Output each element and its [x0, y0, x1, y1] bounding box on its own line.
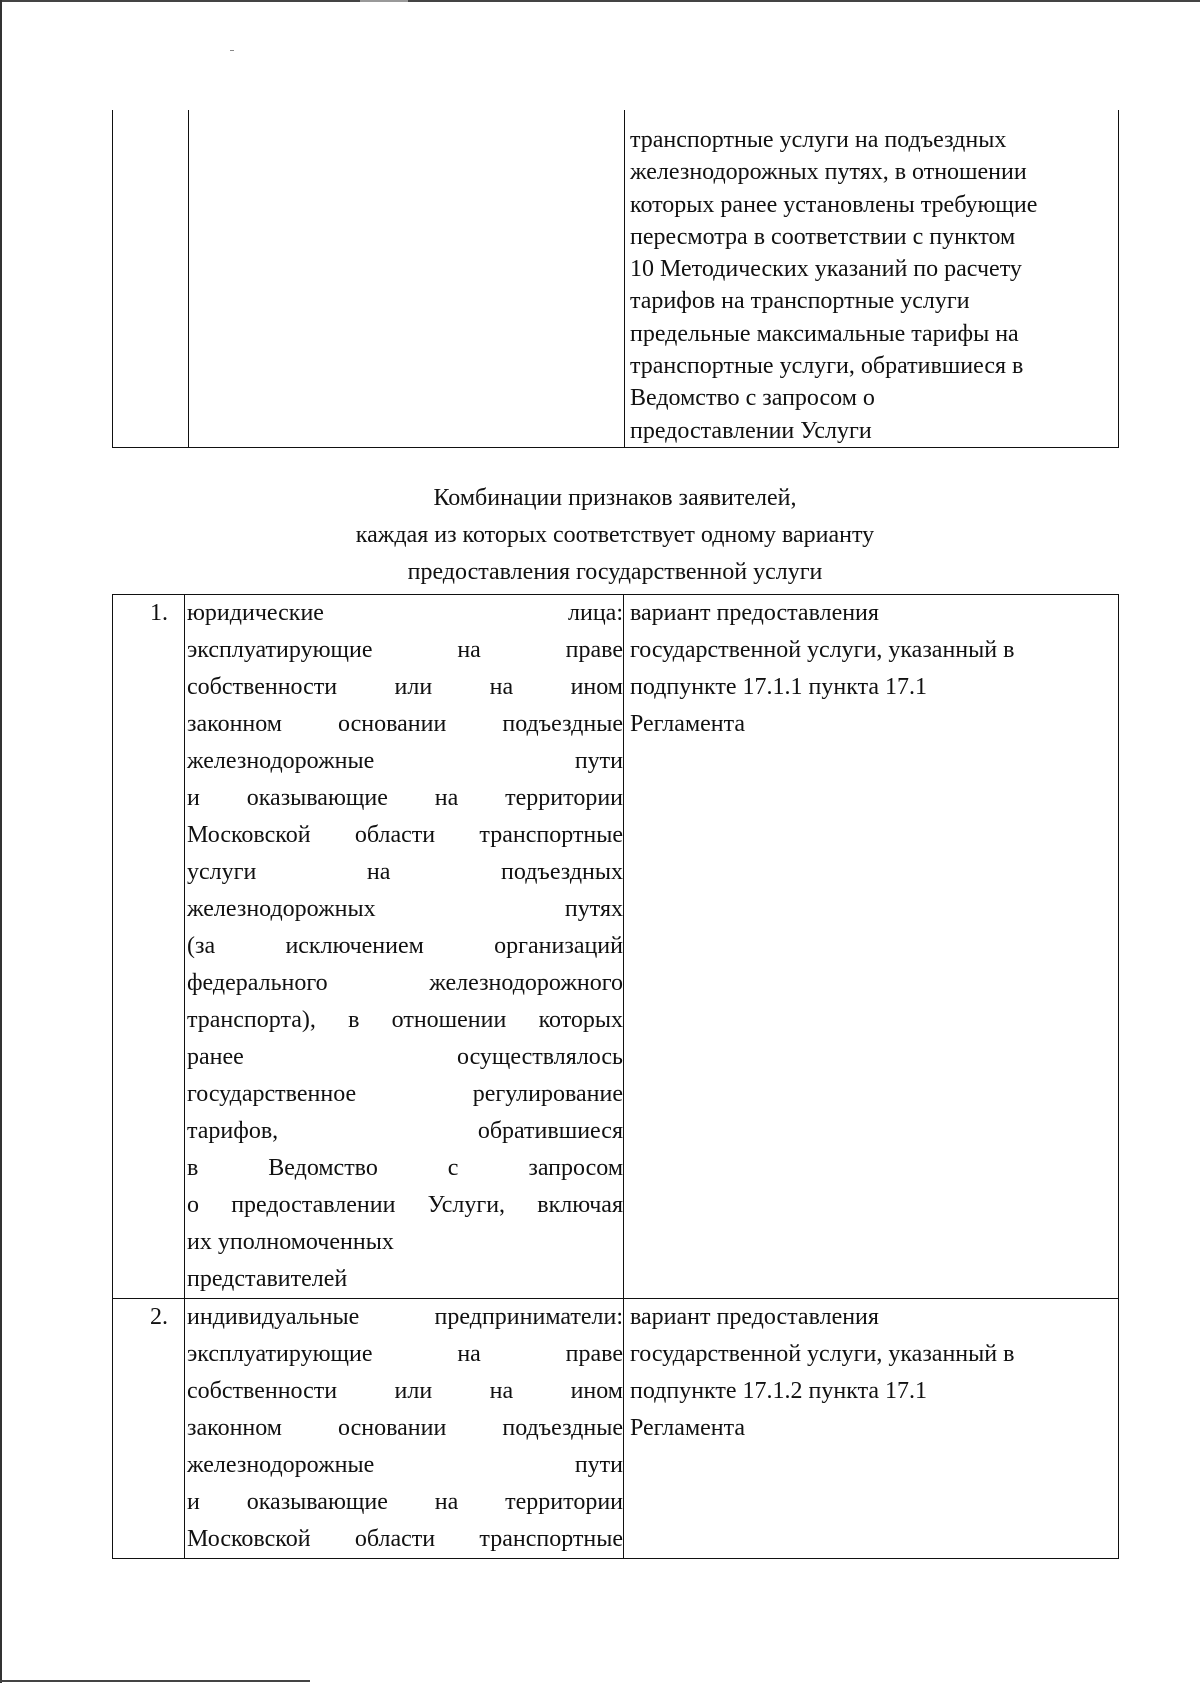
heading-line: предоставления государственной услуги — [407, 559, 823, 585]
service-variant — [624, 595, 1119, 1299]
table-row — [113, 1299, 1119, 1559]
variant-line: государственной услуги, указанный в — [630, 1341, 1015, 1367]
continued-row — [113, 110, 1119, 447]
cell-line: транспортные услуги на подъездных — [630, 127, 1007, 153]
cell-line: предоставлении Услуги — [630, 417, 872, 444]
cell-line: тарифов на транспортные услуги — [630, 288, 970, 315]
section-heading — [112, 480, 1118, 591]
scan-edge-bottom — [0, 1680, 310, 1682]
description-line: тарифов, обратившиеся — [187, 1118, 623, 1144]
service-variant — [624, 1299, 1119, 1559]
description-line: законном основании подъездные — [187, 1415, 623, 1441]
description-line: Московской области транспортные — [187, 822, 623, 848]
row-number: 1. — [113, 595, 185, 1299]
description-line: федерального железнодорожного — [187, 970, 623, 996]
cell-line: пересмотра в соответствии с пунктом — [630, 223, 1016, 250]
scan-speck — [230, 50, 234, 51]
heading-line: Комбинации признаков заявителей, — [433, 485, 797, 511]
description-line: (за исключением организаций — [187, 933, 623, 959]
scan-edge-top — [0, 0, 1200, 2]
variant-line: государственной услуги, указанный в — [630, 637, 1015, 663]
variant-line: вариант предоставления — [630, 600, 879, 626]
continued-number-cell — [113, 110, 189, 447]
continued-result-cell — [625, 110, 1119, 447]
description-line: законном основании подъездные — [187, 711, 623, 737]
variant-line: подпункте 17.1.1 пункта 17.1 — [630, 674, 927, 700]
cell-line: транспортные услуги, обратившиеся в — [630, 353, 1024, 380]
description-line: индивидуальные предприниматели: — [187, 1304, 623, 1330]
description-line: собственности или на ином — [187, 1378, 623, 1404]
description-line: железнодорожные пути — [187, 748, 623, 774]
cell-line: Ведомство с запросом о — [630, 385, 875, 412]
description-line: Московской области транспортные — [187, 1526, 623, 1552]
cell-line: железнодорожных путях, в отношении — [630, 159, 1027, 186]
description-line: представителей — [187, 1266, 348, 1292]
combinations-table — [112, 594, 1119, 1559]
variant-line: вариант предоставления — [630, 1304, 879, 1330]
table-row — [113, 595, 1119, 1299]
description-line: и оказывающие на территории — [187, 1489, 623, 1515]
variant-line: Регламента — [630, 1415, 746, 1441]
description-line: услуги на подъездных — [187, 859, 623, 885]
description-line: собственности или на ином — [187, 674, 623, 700]
description-line: юридические лица: — [187, 600, 623, 626]
continued-description-cell — [189, 110, 625, 447]
cell-line: 10 Методических указаний по расчету — [630, 256, 1022, 283]
row-number: 2. — [113, 1299, 185, 1559]
cell-line: которых ранее установлены требующие — [630, 191, 1038, 218]
heading-line: каждая из которых соответствует одному варианту — [355, 522, 875, 548]
description-line: в Ведомство с запросом — [187, 1155, 623, 1181]
description-line: железнодорожные пути — [187, 1452, 623, 1478]
description-line: ранее осуществлялось — [187, 1044, 623, 1070]
applicant-description — [185, 595, 624, 1299]
variant-line: Регламента — [630, 711, 746, 737]
cell-line: предельные максимальные тарифы на — [630, 320, 1019, 347]
description-line: и оказывающие на территории — [187, 785, 623, 811]
description-line: эксплуатирующие на праве — [187, 637, 623, 663]
scan-edge-left — [0, 0, 2, 1683]
variant-line: подпункте 17.1.2 пункта 17.1 — [630, 1378, 927, 1404]
description-line: государственное регулирование — [187, 1081, 623, 1107]
description-line: железнодорожных путях — [187, 896, 623, 922]
continued-table — [112, 110, 1119, 448]
description-line: транспорта), в отношении которых — [187, 1007, 623, 1033]
applicant-description — [185, 1299, 624, 1559]
description-line: их уполномоченных — [187, 1229, 394, 1255]
description-line: эксплуатирующие на праве — [187, 1341, 623, 1367]
description-line: о предоставлении Услуги, включая — [187, 1192, 623, 1218]
